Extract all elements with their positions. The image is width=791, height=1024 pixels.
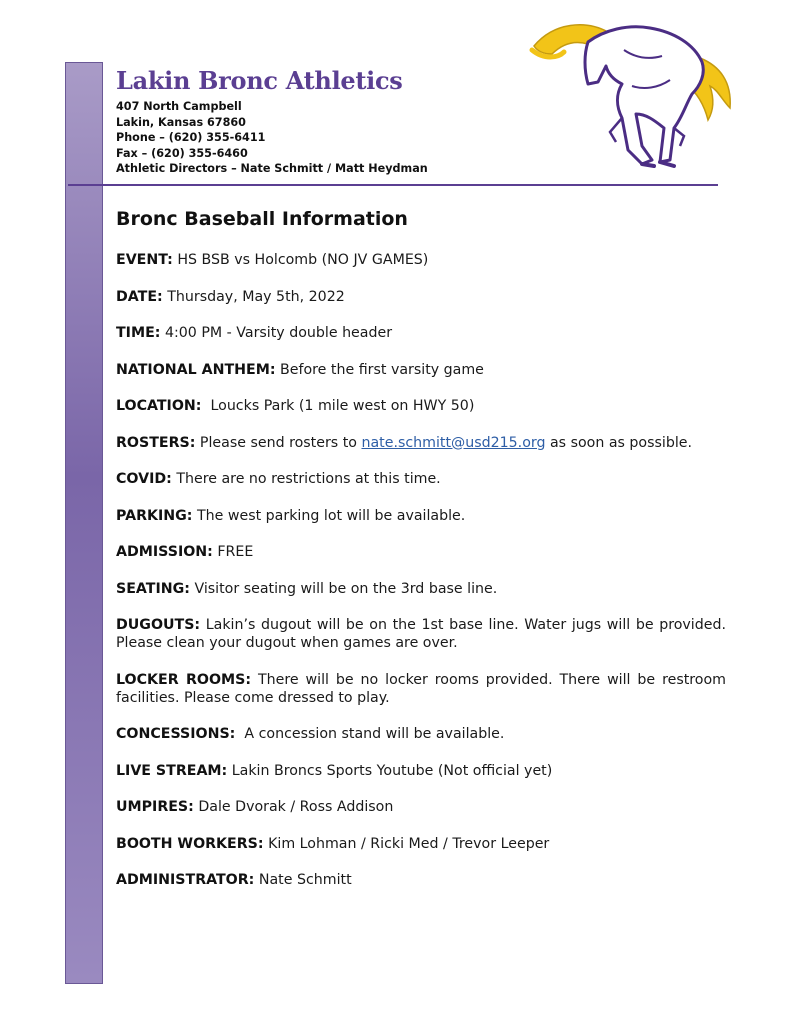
address-street: 407 North Campbell <box>116 100 242 113</box>
info-time <box>116 324 726 342</box>
info-rosters <box>116 434 726 452</box>
info-value: HS BSB vs Holcomb (NO JV GAMES) <box>177 252 429 268</box>
decorative-side-bar <box>65 62 103 984</box>
info-date <box>116 288 726 306</box>
bronc-mascot-logo <box>524 10 736 172</box>
info-label: DUGOUTS: <box>116 617 201 633</box>
info-value: Nate Schmitt <box>258 872 352 888</box>
info-seating <box>116 580 726 598</box>
info-value: Before the first varsity game <box>280 361 484 378</box>
info-value: Visitor seating will be on the 3rd base line. <box>194 580 498 597</box>
info-dugouts <box>116 616 726 652</box>
address-city: Lakin, Kansas 67860 <box>116 115 246 129</box>
info-value: Kim Lohman / Ricki Med / Trevor Leeper <box>268 835 550 852</box>
athletic-directors-line: Athletic Directors – Nate Schmitt / Matt Heydman <box>116 162 428 175</box>
info-label: TIME: <box>116 325 161 341</box>
info-concessions <box>116 725 726 743</box>
info-label: LOCATION: <box>116 398 202 414</box>
letterhead <box>116 66 536 177</box>
info-label: UMPIRES: <box>116 799 194 815</box>
info-label: EVENT: <box>116 252 173 268</box>
info-value: FREE <box>217 544 254 560</box>
info-label: CONCESSIONS: <box>116 726 236 742</box>
info-admission <box>116 543 726 561</box>
info-locker-rooms <box>116 671 726 707</box>
info-value: Loucks Park (1 mile west on HWY 50) <box>210 398 475 414</box>
brand-title: Lakin Bronc Athletics <box>116 66 403 95</box>
info-parking <box>116 507 726 525</box>
fax-line: Fax – (620) 355-6460 <box>116 146 248 160</box>
info-label: LIVE STREAM: <box>116 762 228 779</box>
info-label: COVID: <box>116 471 172 487</box>
info-value: The west parking lot will be available. <box>196 507 466 524</box>
info-label: ADMINISTRATOR: <box>116 872 255 888</box>
info-booth-workers <box>116 835 726 853</box>
info-value: There will be no locker rooms provided. There will be restroom facilities. Please come dressed to play. <box>116 671 726 706</box>
info-value: A concession stand will be available. <box>244 726 505 742</box>
info-value: Please send rosters to <box>199 434 357 451</box>
info-live-stream <box>116 762 726 780</box>
info-value: There are no restrictions at this time. <box>176 471 441 487</box>
info-label: SEATING: <box>116 580 190 597</box>
phone-line: Phone – (620) 355-6411 <box>116 131 266 144</box>
info-value: as soon as possible. <box>549 434 693 451</box>
info-label: BOOTH WORKERS: <box>116 835 264 852</box>
document-title: Bronc Baseball Information <box>116 208 408 230</box>
info-label: PARKING: <box>116 507 193 524</box>
info-label: ADMISSION: <box>116 544 213 560</box>
document-body <box>116 208 726 908</box>
info-location <box>116 397 726 415</box>
info-value: Dale Dvorak / Ross Addison <box>198 799 394 815</box>
info-national-anthem <box>116 361 726 379</box>
info-administrator <box>116 871 726 889</box>
info-value: Lakin Broncs Sports Youtube (Not official yet) <box>231 762 553 779</box>
info-value: 4:00 PM - Varsity double header <box>164 325 393 341</box>
roster-email-link[interactable]: nate.schmitt@usd215.org <box>361 434 546 451</box>
info-covid <box>116 470 726 488</box>
info-label: NATIONAL ANTHEM: <box>116 361 276 378</box>
info-value: Lakin’s dugout will be on the 1st base line. Water jugs will be provided. Please clean your dugout when games are over. <box>116 617 726 651</box>
header-divider <box>68 184 718 186</box>
info-label: ROSTERS: <box>116 434 196 451</box>
info-label: DATE: <box>116 288 163 305</box>
info-event <box>116 251 726 269</box>
info-label: LOCKER ROOMS: <box>116 671 252 688</box>
info-umpires <box>116 798 726 816</box>
info-value: Thursday, May 5th, 2022 <box>167 288 345 305</box>
